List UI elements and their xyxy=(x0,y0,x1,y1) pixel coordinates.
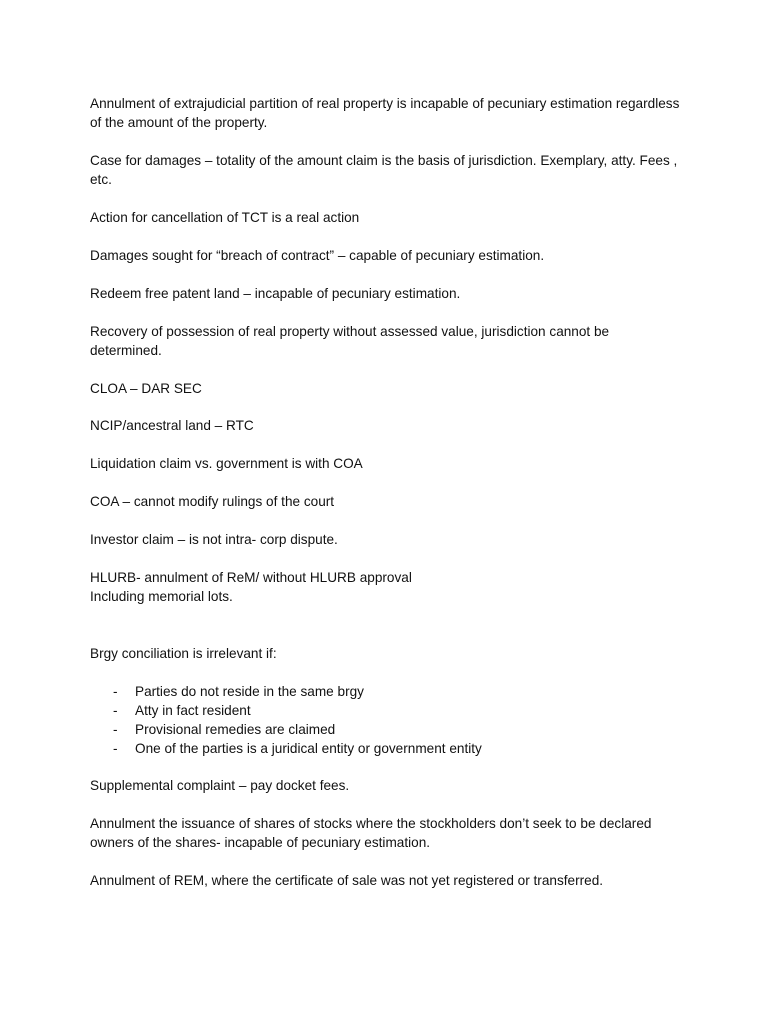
bullet-dash: - xyxy=(113,722,118,737)
paragraph-case-for-damages: Case for damages – totality of the amount claim is the basis of jurisdiction. Exemplary, atty. Fees , etc. xyxy=(90,153,678,187)
paragraph-investor-claim: Investor claim – is not intra- corp dispute. xyxy=(90,532,338,547)
paragraph-annulment-rem: Annulment of REM, where the certificate of sale was not yet registered or transferred. xyxy=(90,873,604,888)
bullet-dash: - xyxy=(113,741,118,756)
paragraph-brgy-conciliation: Brgy conciliation is irrelevant if: xyxy=(90,646,277,661)
paragraph-breach-of-contract: Damages sought for “breach of contract” – capable of pecuniary estimation. xyxy=(90,248,545,263)
paragraph-cloa: CLOA – DAR SEC xyxy=(90,381,202,396)
paragraph-cancellation-tct: Action for cancellation of TCT is a real action xyxy=(90,210,360,225)
paragraph-liquidation-claim: Liquidation claim vs. government is with COA xyxy=(90,456,363,471)
paragraph-free-patent: Redeem free patent land – incapable of pecuniary estimation. xyxy=(90,286,461,301)
bullet-dash: - xyxy=(113,684,118,699)
paragraph-hlurb: HLURB- annulment of ReM/ without HLURB approval xyxy=(90,570,412,585)
paragraph-recovery-possession: Recovery of possession of real property without assessed value, jurisdiction cannot be determined. xyxy=(90,324,610,358)
paragraph-annulment-shares: Annulment the issuance of shares of stocks where the stockholders don’t seek to be declared owners of the shares- incapable of pecuniary estimation. xyxy=(90,816,652,850)
list-item-text: Parties do not reside in the same brgy xyxy=(135,684,364,699)
paragraph-extrajudicial-partition: Annulment of extrajudicial partition of real property is incapable of pecuniary estimation regardless of the amount of the property. xyxy=(90,96,680,130)
list-item-text: Atty in fact resident xyxy=(135,703,251,718)
list-item-text: One of the parties is a juridical entity or government entity xyxy=(135,741,482,756)
list-item-text: Provisional remedies are claimed xyxy=(135,722,336,737)
paragraph-memorial-lots: Including memorial lots. xyxy=(90,589,233,604)
paragraph-coa-rulings: COA – cannot modify rulings of the court xyxy=(90,494,335,509)
paragraph-ncip: NCIP/ancestral land – RTC xyxy=(90,418,254,433)
paragraph-supplemental-complaint: Supplemental complaint – pay docket fees. xyxy=(90,778,350,793)
bullet-dash: - xyxy=(113,703,118,718)
